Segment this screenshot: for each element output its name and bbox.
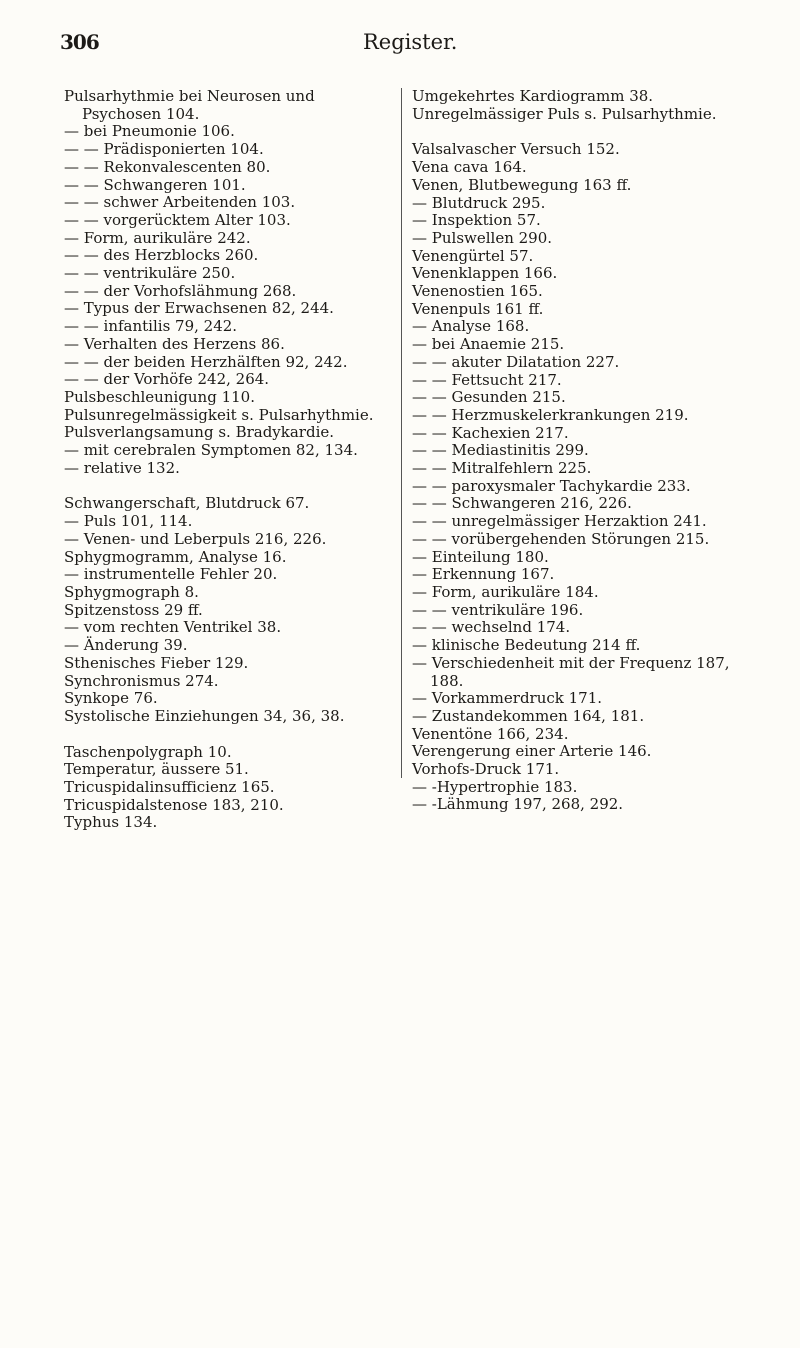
index-entry: Tricuspidalinsufficienz 165. [64,778,275,797]
index-entry: — — des Herzblocks 260. [64,246,259,265]
index-entry: — instrumentelle Fehler 20. [64,565,278,584]
index-entry: — — Mediastinitis 299. [412,441,589,460]
index-entry: — Erkennung 167. [412,565,555,584]
index-entry: Venenostien 165. [412,282,543,301]
index-entry: — — vorgerücktem Alter 103. [64,210,291,229]
index-entry: — Analyse 168. [412,317,530,336]
index-entry: Venentöne 166, 234. [412,724,569,743]
index-entry: Venenpuls 161 ff. [412,299,544,318]
index-entry: — — akuter Dilatation 227. [412,352,620,371]
index-entry: — Form, aurikuläre 184. [412,582,599,601]
index-entry: — -Lähmung 197, 268, 292. [412,795,624,814]
index-entry: — — Rekonvalescenten 80. [64,157,271,176]
index-column-left [64,88,390,850]
index-entry: — Vorkammerdruck 171. [412,689,603,708]
index-entry: Spitzenstoss 29 ff. [64,600,203,619]
index-entry: — bei Anaemie 215. [412,335,565,354]
index-entry: Temperatur, äussere 51. [64,760,249,779]
index-entry: — — der beiden Herzhälften 92, 242. [64,352,348,371]
index-entry: Pulsunregelmässigkeit s. Pulsarhythmie. [64,405,374,424]
index-entry: — — Prädisponierten 104. [64,140,264,159]
index-entry: — bei Pneumonie 106. [64,122,235,141]
index-entry: — Blutdruck 295. [412,193,546,212]
page-number: 306 [60,30,99,54]
index-entry: Sphygmogramm, Analyse 16. [64,547,287,566]
index-entry: — — Schwangeren 216, 226. [412,494,632,513]
index-section [412,88,757,123]
index-entry: Synkope 76. [64,689,158,708]
index-entry: — Puls 101, 114. [64,512,193,531]
index-entry: — — ventrikuläre 196. [412,600,584,619]
index-entry: Systolische Einziehungen 34, 36, 38. [64,706,345,725]
index-entry: — — der Vorhöfe 242, 264. [64,370,270,389]
index-entry: — — Schwangeren 101. [64,175,246,194]
index-entry: — Pulswellen 290. [412,228,553,247]
index-entry: Synchronismus 274. [64,671,219,690]
index-entry: — Änderung 39. [64,636,188,655]
index-entry: — Verhalten des Herzens 86. [64,334,285,353]
index-entry: Valsalvascher Versuch 152. [412,140,620,159]
index-entry: Venengürtel 57. [412,246,534,265]
index-entry: — — unregelmässiger Herzaktion 241. [412,512,707,531]
index-entry: — Venen- und Leberpuls 216, 226. [64,529,327,548]
index-entry: — — Herzmuskelerkrankungen 219. [412,405,689,424]
index-entry: Taschenpolygraph 10. [64,742,232,761]
index-entry: — — wechselnd 174. [412,618,571,637]
index-entry: Tricuspidalstenose 183, 210. [64,795,284,814]
running-head: Register. [363,30,458,54]
index-entry: — Zustandekommen 164, 181. [412,706,645,725]
index-entry: Sphygmograph 8. [64,582,199,601]
index-column-right [412,88,757,832]
index-entry: Vorhofs-Druck 171. [412,760,560,779]
index-entry: — -Hypertrophie 183. [412,777,578,796]
index-entry: — — Fettsucht 217. [412,370,562,389]
index-entry: — Typus der Erwachsenen 82, 244. [64,299,334,318]
index-entry: — — vorübergehenden Störungen 215. [412,529,710,548]
index-entry: — — infantilis 79, 242. [64,317,238,336]
index-entry: Venenklappen 166. [412,264,558,283]
index-entry: Venen, Blutbewegung 163 ff. [412,175,632,194]
index-entry: — relative 132. [64,458,180,477]
index-entry: — — Mitralfehlern 225. [412,459,592,478]
index-entry: — — Kachexien 217. [412,423,569,442]
index-entry: — — ventrikuläre 250. [64,264,236,283]
index-entry: — — der Vorhofslähmung 268. [64,281,297,300]
index-entry: — mit cerebralen Symptomen 82, 134. [64,441,358,460]
index-entry: Typhus 134. [64,813,158,832]
index-entry: Unregelmässiger Puls s. Pulsarhythmie. [412,104,717,123]
index-entry: — — schwer Arbeitenden 103. [64,193,296,212]
index-entry: Pulsbeschleunigung 110. [64,387,255,406]
index-entry: — Inspektion 57. [412,211,541,230]
index-entry: — Form, aurikuläre 242. [64,228,251,247]
index-entry: Pulsarhythmie bei Neurosen und Psychosen 104. [64,87,315,123]
index-entry: Schwangerschaft, Blutdruck 67. [64,494,310,513]
index-section [64,744,390,833]
index-entry: Pulsverlangsamung s. Bradykardie. [64,423,335,442]
index-entry: — klinische Bedeutung 214 ff. [412,636,641,655]
index-entry: — — Gesunden 215. [412,388,566,407]
index-section [412,141,757,814]
index-entry: — vom rechten Ventrikel 38. [64,618,282,637]
index-entry: Sthenisches Fieber 129. [64,653,249,672]
page-header [0,30,800,60]
index-entry: — Einteilung 180. [412,547,549,566]
index-section [64,88,390,477]
index-entry: — Verschiedenheit mit der Frequenz 187, 188. [412,653,730,690]
index-entry: Umgekehrtes Kardiogramm 38. [412,87,654,105]
index-entry: Vena cava 164. [412,158,527,177]
index-entry: Verengerung einer Arterie 146. [412,742,652,761]
index-entry: — — paroxysmaler Tachykardie 233. [412,476,691,495]
column-divider [401,88,402,778]
index-section [64,495,390,725]
